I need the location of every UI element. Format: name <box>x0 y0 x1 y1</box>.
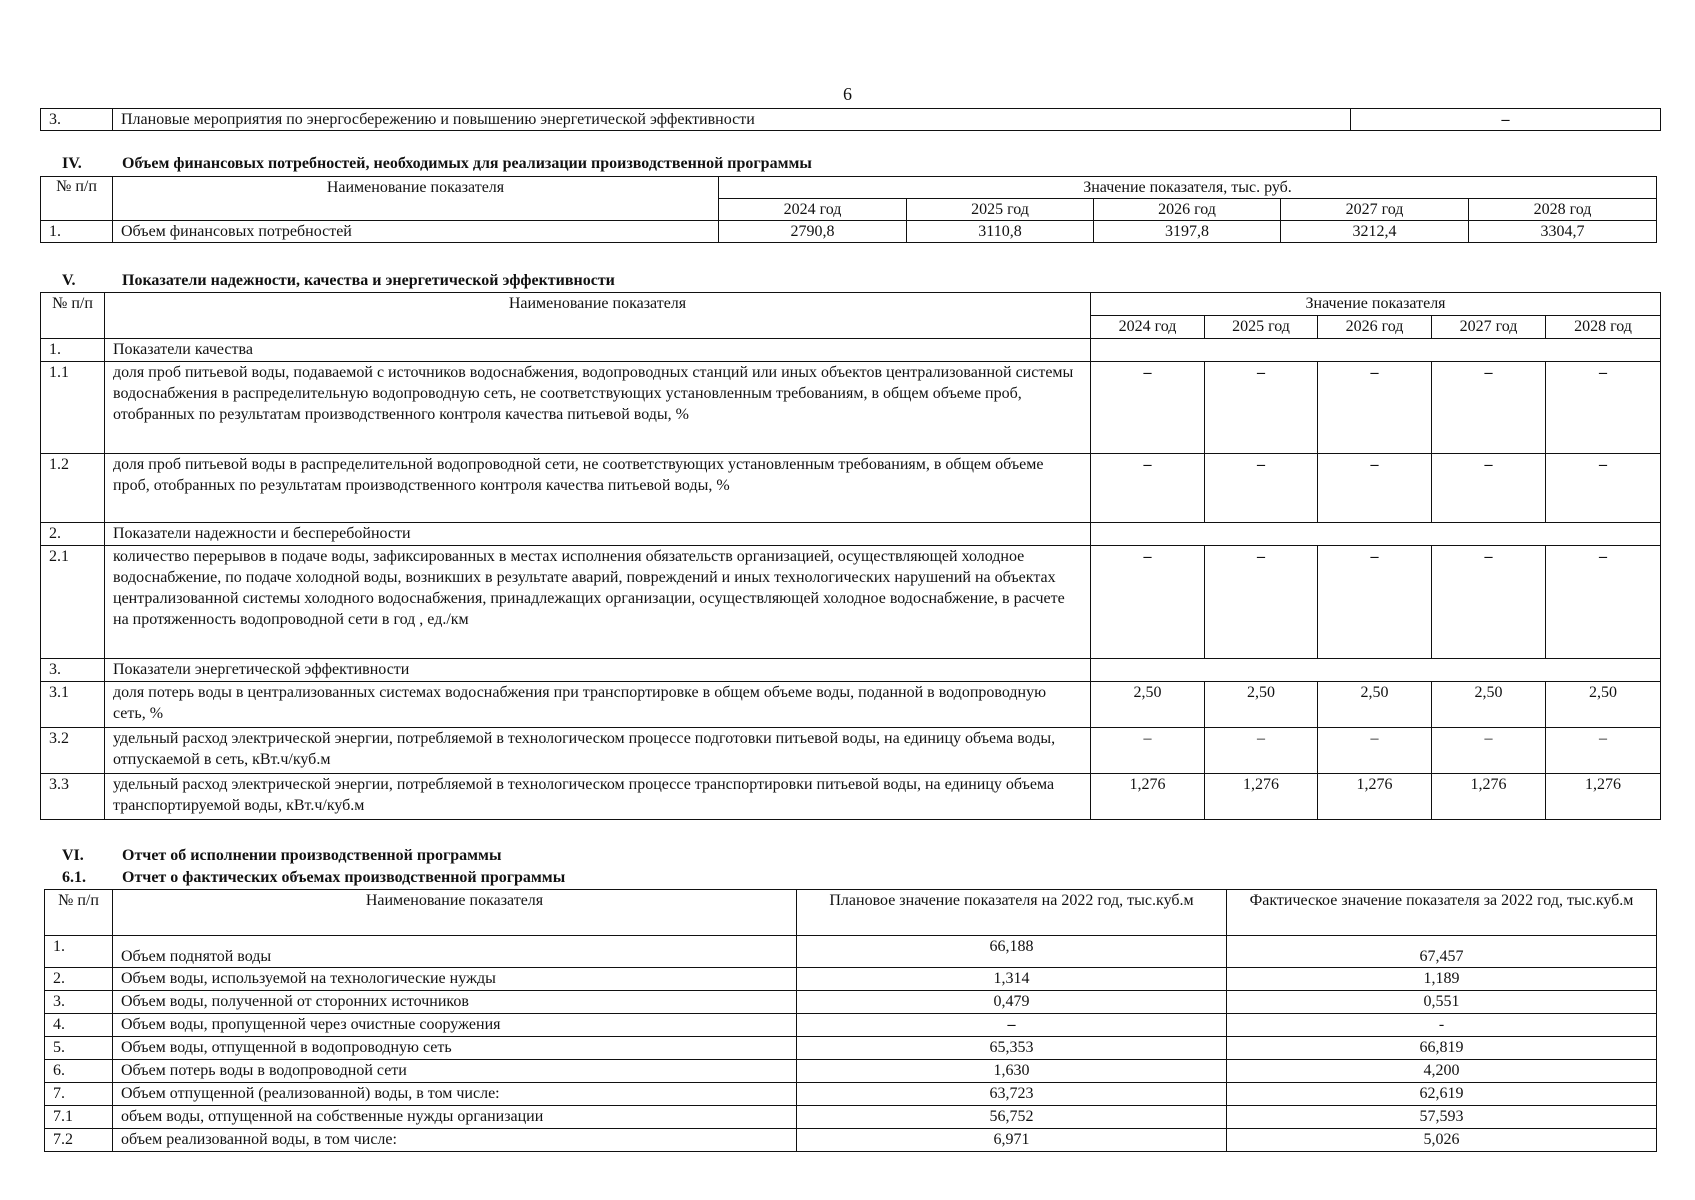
year-header: 2026 год <box>1318 316 1432 339</box>
fact-value: 62,619 <box>1227 1083 1657 1106</box>
row-value: 2,50 <box>1432 682 1546 728</box>
row-name: Показатели энергетической эффективности <box>105 659 1091 682</box>
row-value: – <box>1432 362 1546 454</box>
row-name: доля проб питьевой воды в распределительной водопроводной сети, не соответствующих установленным требованиям, в общем объеме проб, отобранных по результатам производственного контроля качества питьевой воды, % <box>105 454 1091 523</box>
row-number: 2.1 <box>41 546 105 659</box>
row-value: – <box>1205 454 1318 523</box>
row-value: – <box>1318 454 1432 523</box>
fact-value: 57,593 <box>1227 1106 1657 1129</box>
table-row <box>45 936 1657 968</box>
plan-value: 6,971 <box>797 1129 1227 1152</box>
header-row <box>45 890 1657 936</box>
section-v-title <box>62 272 615 290</box>
col-header-num: № п/п <box>41 293 105 339</box>
fact-value: 5,026 <box>1227 1129 1657 1152</box>
subsection-number: 6.1. <box>62 869 86 886</box>
table-row <box>41 454 1661 523</box>
row-value-empty <box>1091 523 1661 546</box>
page-number: 6 <box>843 84 852 104</box>
fact-value: 4,200 <box>1227 1060 1657 1083</box>
row-number: 3.3 <box>41 774 105 820</box>
row-number: 6. <box>45 1060 113 1083</box>
year-header: 2027 год <box>1432 316 1546 339</box>
row-name: количество перерывов в подаче воды, зафиксированных в местах исполнения обязательств организацией, осуществляющей холодное водоснабжение, по подаче холодной воды, возникших в результате аварий, повреждений и иных технологических нарушений на объектах централизованной системы холодного водоснабжения, принадлежащих организации, осуществляющей холодное водоснабжение, в расчете на протяженность водопроводной сети в год , ед./км <box>105 546 1091 659</box>
row-value-empty <box>1091 659 1661 682</box>
row-value: – <box>1091 728 1205 774</box>
row-value: 1,276 <box>1432 774 1546 820</box>
section-vi-title <box>62 847 501 865</box>
table-row <box>41 339 1661 362</box>
col-header-fact: Фактическое значение показателя за 2022 год, тыс.куб.м <box>1227 890 1657 936</box>
row-value: 3304,7 <box>1469 221 1657 243</box>
plan-value: 1,314 <box>797 968 1227 991</box>
row-value: 2790,8 <box>719 221 907 243</box>
row-number: 1.2 <box>41 454 105 523</box>
plan-value: 63,723 <box>797 1083 1227 1106</box>
row-value: – <box>1351 109 1661 131</box>
row-number: 5. <box>45 1037 113 1060</box>
row-name: доля потерь воды в централизованных системах водоснабжения при транспортировке в общем объеме воды, поданной в водопроводную сеть, % <box>105 682 1091 728</box>
year-header: 2028 год <box>1469 199 1657 221</box>
row-value: – <box>1432 546 1546 659</box>
row-name: объем реализованной воды, в том числе: <box>113 1129 797 1152</box>
row-number: 3. <box>41 109 113 131</box>
row-name: Объем отпущенной (реализованной) воды, в том числе: <box>113 1083 797 1106</box>
table-row <box>41 221 1657 243</box>
row-name: удельный расход электрической энергии, потребляемой в технологическом процессе подготовки питьевой воды, на единицу объема воды, отпускаемой в сеть, кВт.ч/куб.м <box>105 728 1091 774</box>
col-header-plan: Плановое значение показателя на 2022 год, тыс.куб.м <box>797 890 1227 936</box>
col-header-value: Значение показателя, тыс. руб. <box>719 177 1657 199</box>
year-header: 2025 год <box>907 199 1094 221</box>
col-header-name: Наименование показателя <box>113 177 719 221</box>
row-value: – <box>1318 362 1432 454</box>
row-number: 7. <box>45 1083 113 1106</box>
row-name: Плановые мероприятия по энергосбережению и повышению энергетической эффективности <box>113 109 1351 131</box>
plan-value: 0,479 <box>797 991 1227 1014</box>
subsection-6-1-title <box>62 869 565 887</box>
row-number: 1. <box>41 221 113 243</box>
row-name: объем воды, отпущенной на собственные нужды организации <box>113 1106 797 1129</box>
row-name: Объем воды, используемой на технологические нужды <box>113 968 797 991</box>
table-row <box>45 968 1657 991</box>
row-number: 1. <box>41 339 105 362</box>
row-value: 1,276 <box>1546 774 1661 820</box>
table-row <box>45 1037 1657 1060</box>
table-row <box>41 109 1661 131</box>
header-row <box>41 293 1661 316</box>
fact-value: - <box>1227 1014 1657 1037</box>
plan-value: – <box>797 1014 1227 1037</box>
section-title-text: Показатели надежности, качества и энергетической эффективности <box>122 272 615 289</box>
table-row <box>41 362 1661 454</box>
row-value: – <box>1546 362 1661 454</box>
row-value: – <box>1091 546 1205 659</box>
row-value: – <box>1432 728 1546 774</box>
table-row <box>41 774 1661 820</box>
row-number: 1. <box>45 936 113 968</box>
table-row <box>45 1014 1657 1037</box>
row-value: 1,276 <box>1318 774 1432 820</box>
section-number: IV. <box>62 155 82 172</box>
col-header-name: Наименование показателя <box>105 293 1091 339</box>
table-row <box>45 991 1657 1014</box>
row-value: – <box>1205 546 1318 659</box>
row-name: доля проб питьевой воды, подаваемой с источников водоснабжения, водопроводных станций или иных объектов централизованной системы водоснабжения в распределительную водопроводную сеть, не соответствующих установленным требованиям, в общем объеме проб, отобранных по результатам производственного контроля качества питьевой воды, % <box>105 362 1091 454</box>
fact-value: 67,457 <box>1227 936 1657 968</box>
section-iv-title <box>62 155 812 173</box>
plan-value: 1,630 <box>797 1060 1227 1083</box>
row-number: 7.2 <box>45 1129 113 1152</box>
financial-needs-table <box>40 176 1657 243</box>
row-number: 3. <box>45 991 113 1014</box>
row-number: 3.2 <box>41 728 105 774</box>
row-value: 2,50 <box>1318 682 1432 728</box>
table-row <box>45 1129 1657 1152</box>
row-name: Объем поднятой воды <box>113 936 797 968</box>
row-value: 1,276 <box>1091 774 1205 820</box>
plan-value: 66,188 <box>797 936 1227 968</box>
row-number: 2. <box>41 523 105 546</box>
row-value: – <box>1546 454 1661 523</box>
year-header: 2024 год <box>719 199 907 221</box>
row-number: 3. <box>41 659 105 682</box>
table-row <box>45 1106 1657 1129</box>
row-name: Показатели качества <box>105 339 1091 362</box>
plan-value: 56,752 <box>797 1106 1227 1129</box>
row-name: Объем воды, пропущенной через очистные сооружения <box>113 1014 797 1037</box>
year-header: 2026 год <box>1094 199 1281 221</box>
year-header: 2027 год <box>1281 199 1469 221</box>
header-row <box>41 177 1657 199</box>
row-name: Объем воды, полученной от сторонних источников <box>113 991 797 1014</box>
col-header-value: Значение показателя <box>1091 293 1661 316</box>
row-value: – <box>1318 546 1432 659</box>
row-value: – <box>1318 728 1432 774</box>
table-row <box>41 659 1661 682</box>
section-title-text: Отчет об исполнении производственной программы <box>122 847 502 864</box>
row-number: 1.1 <box>41 362 105 454</box>
row-value: 2,50 <box>1205 682 1318 728</box>
row-value: 3110,8 <box>907 221 1094 243</box>
subsection-title-text: Отчет о фактических объемах производственной программы <box>122 869 566 886</box>
row-value: – <box>1546 728 1661 774</box>
carryover-table <box>40 108 1661 131</box>
fact-value: 66,819 <box>1227 1037 1657 1060</box>
row-value: – <box>1091 454 1205 523</box>
row-value: 3197,8 <box>1094 221 1281 243</box>
table-row <box>45 1060 1657 1083</box>
production-report-table <box>44 889 1657 1152</box>
table-row <box>45 1083 1657 1106</box>
indicators-table <box>40 292 1661 820</box>
table-row <box>41 523 1661 546</box>
section-number: VI. <box>62 847 84 864</box>
row-value: – <box>1432 454 1546 523</box>
row-number: 4. <box>45 1014 113 1037</box>
row-name: Объем потерь воды в водопроводной сети <box>113 1060 797 1083</box>
row-value: 1,276 <box>1205 774 1318 820</box>
section-title-text: Объем финансовых потребностей, необходимых для реализации производственной программы <box>122 155 812 172</box>
section-number: V. <box>62 272 76 289</box>
year-header: 2025 год <box>1205 316 1318 339</box>
row-name: Объем воды, отпущенной в водопроводную сеть <box>113 1037 797 1060</box>
row-value: – <box>1205 362 1318 454</box>
fact-value: 1,189 <box>1227 968 1657 991</box>
row-number: 7.1 <box>45 1106 113 1129</box>
table-row <box>41 682 1661 728</box>
table-row <box>41 728 1661 774</box>
plan-value: 65,353 <box>797 1037 1227 1060</box>
row-number: 2. <box>45 968 113 991</box>
row-value-empty <box>1091 339 1661 362</box>
col-header-num: № п/п <box>41 177 113 221</box>
row-value: 3212,4 <box>1281 221 1469 243</box>
year-header: 2028 год <box>1546 316 1661 339</box>
row-name: удельный расход электрической энергии, потребляемой в технологическом процессе транспортировки питьевой воды, на единицу объема транспортируемой воды, кВт.ч/куб.м <box>105 774 1091 820</box>
row-name: Показатели надежности и бесперебойности <box>105 523 1091 546</box>
row-value: – <box>1205 728 1318 774</box>
row-name: Объем финансовых потребностей <box>113 221 719 243</box>
row-value: – <box>1091 362 1205 454</box>
row-number: 3.1 <box>41 682 105 728</box>
fact-value: 0,551 <box>1227 991 1657 1014</box>
col-header-num: № п/п <box>45 890 113 936</box>
year-header: 2024 год <box>1091 316 1205 339</box>
col-header-name: Наименование показателя <box>113 890 797 936</box>
table-row <box>41 546 1661 659</box>
row-value: – <box>1546 546 1661 659</box>
row-value: 2,50 <box>1091 682 1205 728</box>
row-value: 2,50 <box>1546 682 1661 728</box>
